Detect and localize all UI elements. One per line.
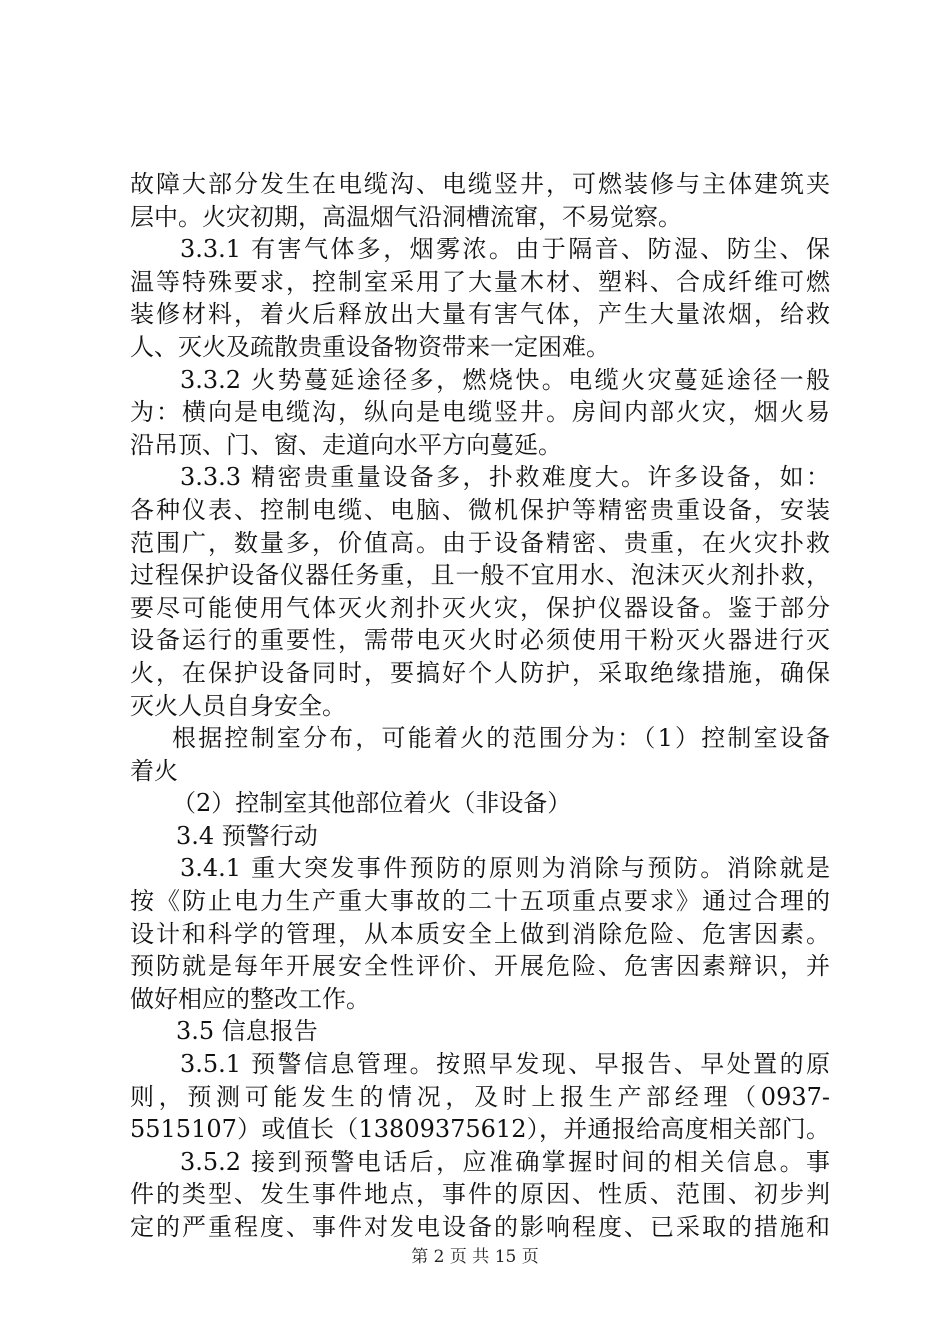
text-line: 3.5.1 预警信息管理。按照早发现、早报告、早处置的原 — [180, 1050, 830, 1079]
text-line: 3.3.1 有害气体多，烟雾浓。由于隔音、防湿、防尘、保 — [180, 235, 830, 264]
text-line: 人、灭火及疏散贵重设备物资带来一定困难。 — [130, 332, 610, 361]
text-line: （2）控制室其他部位着火（非设备） — [172, 789, 572, 818]
text-line: 过程保护设备仪器任务重，且一般不宜用水、泡沫灭火剂扑救， — [130, 561, 830, 590]
text-line: 件的类型、发生事件地点，事件的原因、性质、范围、初步判 — [130, 1180, 830, 1209]
text-line: 装修材料，着火后释放出大量有害气体，产生大量浓烟，给救 — [130, 300, 830, 329]
text-line: 温等特殊要求，控制室采用了大量木材、塑料、合成纤维可燃 — [130, 267, 830, 296]
text-line: 设备运行的重要性，需带电灭火时必须使用干粉灭火器进行灭 — [130, 626, 830, 655]
page-footer — [0, 1242, 950, 1267]
page-number-label: 第 2 页 共 15 页 — [411, 1247, 539, 1267]
text-line: 3.4.1 重大突发事件预防的原则为消除与预防。消除就是 — [180, 854, 830, 883]
text-line: 定的严重程度、事件对发电设备的影响程度、已采取的措施和 — [130, 1213, 830, 1241]
text-line: 则，预测可能发生的情况，及时上报生产部经理（0937- — [130, 1082, 830, 1111]
section-heading: 3.4 预警行动 — [176, 821, 318, 850]
text-line: 为：横向是电缆沟，纵向是电缆竖井。房间内部火灾，烟火易 — [130, 398, 830, 427]
text-line: 做好相应的整改工作。 — [130, 984, 370, 1013]
text-line: 着火 — [130, 756, 178, 785]
text-line: 按《防止电力生产重大事故的二十五项重点要求》通过合理的 — [130, 887, 830, 916]
text-line: 3.5.2 接到预警电话后，应准确掌握时间的相关信息。事 — [180, 1147, 830, 1176]
text-line: 3.3.2 火势蔓延途径多，燃烧快。电缆火灾蔓延途径一般 — [180, 365, 830, 394]
text-line: 3.3.3 精密贵重量设备多，扑救难度大。许多设备，如： — [180, 463, 830, 492]
text-line: 根据控制室分布，可能着火的范围分为：（1）控制室设备 — [172, 724, 830, 753]
text-line: 范围广，数量多，价值高。由于设备精密、贵重，在火灾扑救 — [130, 528, 830, 557]
text-line: 灭火人员自身安全。 — [130, 691, 346, 720]
body-text — [130, 168, 830, 1244]
text-line: 火，在保护设备同时，要搞好个人防护，采取绝缘措施，确保 — [130, 658, 830, 687]
section-heading: 3.5 信息报告 — [176, 1017, 318, 1046]
text-line: 5515107）或值长（13809375612），并通报给高度相关部门。 — [130, 1115, 830, 1144]
text-line: 预防就是每年开展安全性评价、开展危险、危害因素辩识，并 — [130, 952, 830, 981]
text-line: 故障大部分发生在电缆沟、电缆竖井，可燃装修与主体建筑夹 — [130, 170, 830, 198]
text-line: 要尽可能使用气体灭火剂扑灭火灾，保护仪器设备。鉴于部分 — [130, 593, 830, 622]
text-line: 沿吊顶、门、窗、走道向水平方向蔓延。 — [130, 430, 562, 459]
text-line: 各种仪表、控制电缆、电脑、微机保护等精密贵重设备，安装 — [130, 495, 830, 524]
text-line: 设计和科学的管理，从本质安全上做到消除危险、危害因素。 — [130, 919, 830, 948]
text-line: 层中。火灾初期，高温烟气沿洞槽流窜，不易觉察。 — [130, 202, 682, 231]
